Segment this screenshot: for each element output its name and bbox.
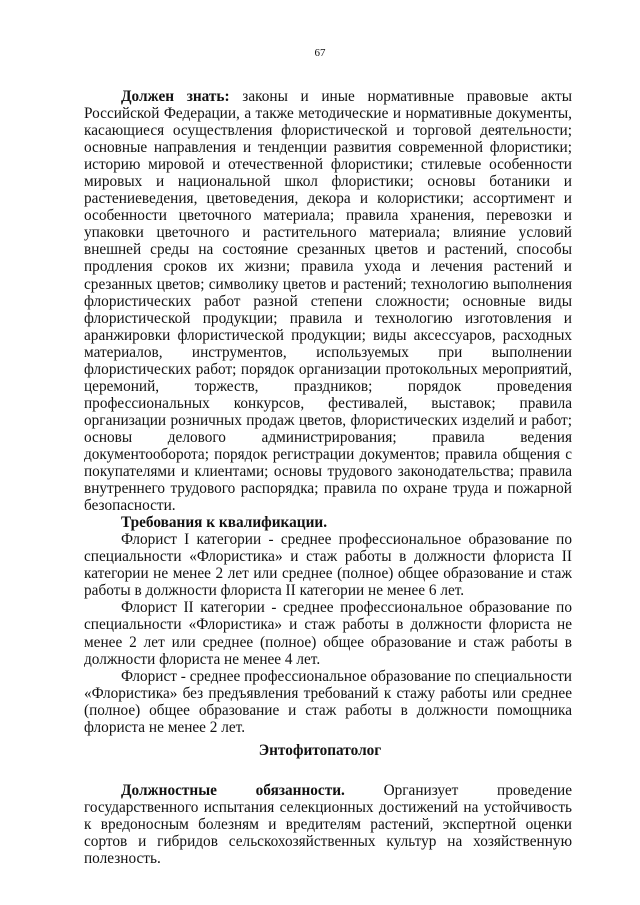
- knowledge-text: законы и иные нормативные правовые акты Российской Федерации, а также методические и нормативные документы, касающиеся осуществления флористической и торговой деятельности; основные направления и тенденции развития современной флористики; историю мировой и отечественной флористики; стилевые особенности мировых и национальной школ флористики; основы ботаники и растениеведения, цветоведения, декора и колористики; ассортимент и особенности цветочного материала; правила хранения, перевозки и упаковки цветочного и растительного материала; влияние условий внешней среды на состояние срезанных цветов и растений, способы продления сроков их жизни; правила ухода и лечения растений и срезанных цветов; символику цветов и растений; технологию выполнения флористических работ разной степени сложности; основные виды флористической продукции; правила и технологию изготовления и аранжировки флористической продукции; виды аксессуаров, расходных материалов, инструментов, используемых при выполнении флористических работ; порядок организации протокольных мероприятий, церемоний, торжеств, праздников; порядок проведения профессиональных конкурсов, фестивалей, выставок; правила организации розничных продаж цветов, флористических изделий и работ; основы делового администрирования; правила ведения документооборота; порядок регистрации документов; правила общения с покупателями и клиентами; основы трудового законодательства; правила внутреннего трудового распорядка; правила по охране труда и пожарной безопасности.: [84, 88, 573, 515]
- qualification-paragraph: Флорист II категории - среднее профессиональное образование по специальности «Флористика» и стаж работы в должности флориста не менее 2 лет или среднее (полное) общее образование и стаж работы в должности флориста не менее 4 лет.: [84, 599, 572, 668]
- duties-paragraph: [84, 782, 572, 867]
- duties-label: Должностные обязанности.: [121, 782, 345, 799]
- knowledge-label: Должен знать:: [121, 88, 230, 105]
- florist-requirements-block: [84, 88, 572, 736]
- knowledge-paragraph: [84, 88, 572, 514]
- qualification-paragraph: Флорист I категории - среднее профессиональное образование по специальности «Флористика» и стаж работы в должности флориста II категории не менее 2 лет или среднее (полное) общее образование и стаж работы в должности флориста II категории не менее 6 лет.: [84, 531, 572, 600]
- page-number: 67: [314, 47, 326, 59]
- duties-text: Организует проведение государственного испытания селекционных достижений на устойчивость к вредоносным болезням и вредителям растений, экспертной оценки сортов и гибридов сельскохозяйственных культур на хозяйственную полезность.: [84, 782, 572, 868]
- qualification-paragraph: Флорист - среднее профессиональное образование по специальности «Флористика» без предъявления требований к стажу работы или среднее (полное) общее образование и стаж работы в должности помощника флориста не менее 2 лет.: [84, 667, 572, 736]
- section-title: Энтофитопатолог: [258, 742, 382, 759]
- qualification-heading-text: Требования к квалификации.: [121, 514, 328, 532]
- qualification-heading: [84, 514, 572, 531]
- entophytopathologist-block: [84, 782, 572, 867]
